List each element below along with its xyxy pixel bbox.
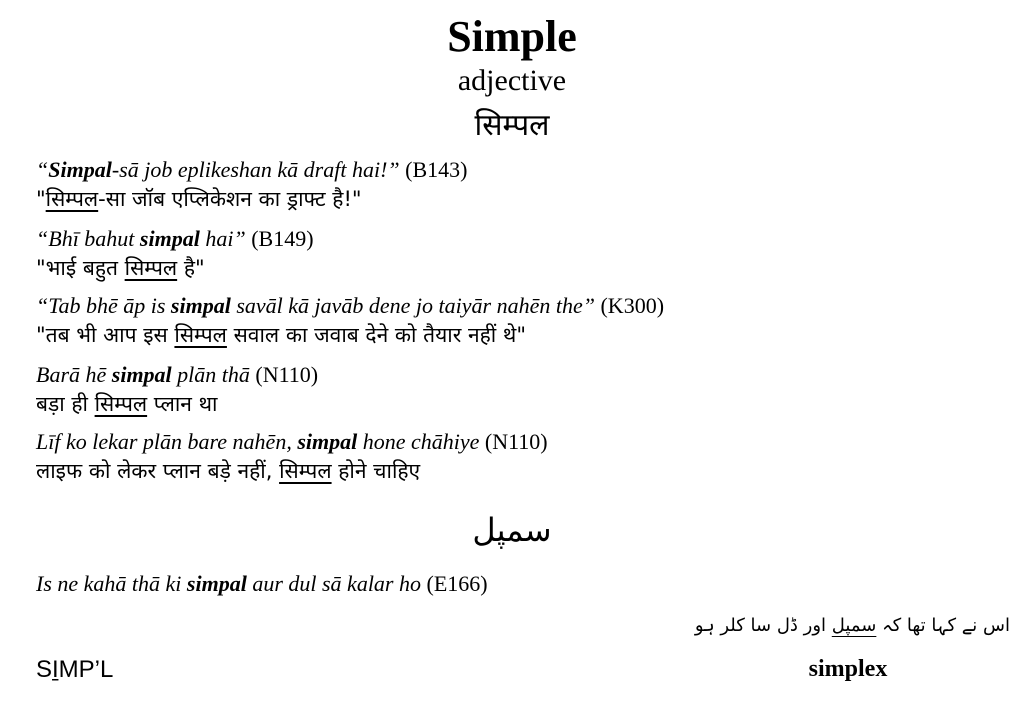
example-4 xyxy=(36,361,996,419)
example-1 xyxy=(36,156,996,214)
example-devanagari: "तब भी आप इस सिम्पल सवाल का जवाब देने को तैयार नहीं थे" xyxy=(36,323,527,347)
source-ref: (N110) xyxy=(484,429,548,454)
example-devanagari: "भाई बहुत सिम्पल है" xyxy=(36,256,205,280)
example-devanagari: "सिम्पल-सा जॉब एप्लिकेशन का ड्राफ्ट है!" xyxy=(36,187,362,211)
example-devanagari: बड़ा ही सिम्पल प्लान था xyxy=(36,392,218,416)
example-romanized: “Bhī bahut simpal hai” (B149) xyxy=(36,226,314,251)
source-ref: (B149) xyxy=(251,226,314,251)
headword: Simple xyxy=(447,12,577,61)
example-romanized: “Tab bhē āp is simpal savāl kā javāb dene jo taiyār nahēn the” (K300) xyxy=(36,293,665,318)
example-romanized: Līf ko lekar plān bare nahēn, simpal hone chāhiye (N110) xyxy=(36,429,548,454)
example-2 xyxy=(36,225,996,283)
urdu-script-example: اس نے کہا تھا کہ سمپل اور ڈل سا کلر ہو xyxy=(694,615,1010,636)
source-ref: (K300) xyxy=(600,293,665,318)
hindi-headword: सिम्पल xyxy=(474,108,550,143)
source-ref: (B143) xyxy=(405,157,468,182)
urdu-headword: سمپل xyxy=(472,511,552,549)
pronunciation: SI̱MP’L xyxy=(36,656,114,683)
example-5 xyxy=(36,428,996,486)
example-3 xyxy=(36,292,996,350)
example-romanized: Is ne kahā thā ki simpal aur dul sā kalar ho (E166) xyxy=(36,571,488,596)
part-of-speech: adjective xyxy=(457,64,567,97)
example-romanized: Barā hē simpal plān thā (N110) xyxy=(36,362,319,387)
example-devanagari: लाइफ को लेकर प्लान बड़े नहीं, सिम्पल होने चाहिए xyxy=(36,459,421,483)
example-romanized: “Simpal-sā job eplikeshan kā draft hai!” (B143) xyxy=(36,157,468,182)
source-ref: (E166) xyxy=(426,571,488,596)
source-ref: (N110) xyxy=(255,362,319,387)
etymon: simplex xyxy=(808,656,888,682)
example-urdu xyxy=(36,570,996,598)
